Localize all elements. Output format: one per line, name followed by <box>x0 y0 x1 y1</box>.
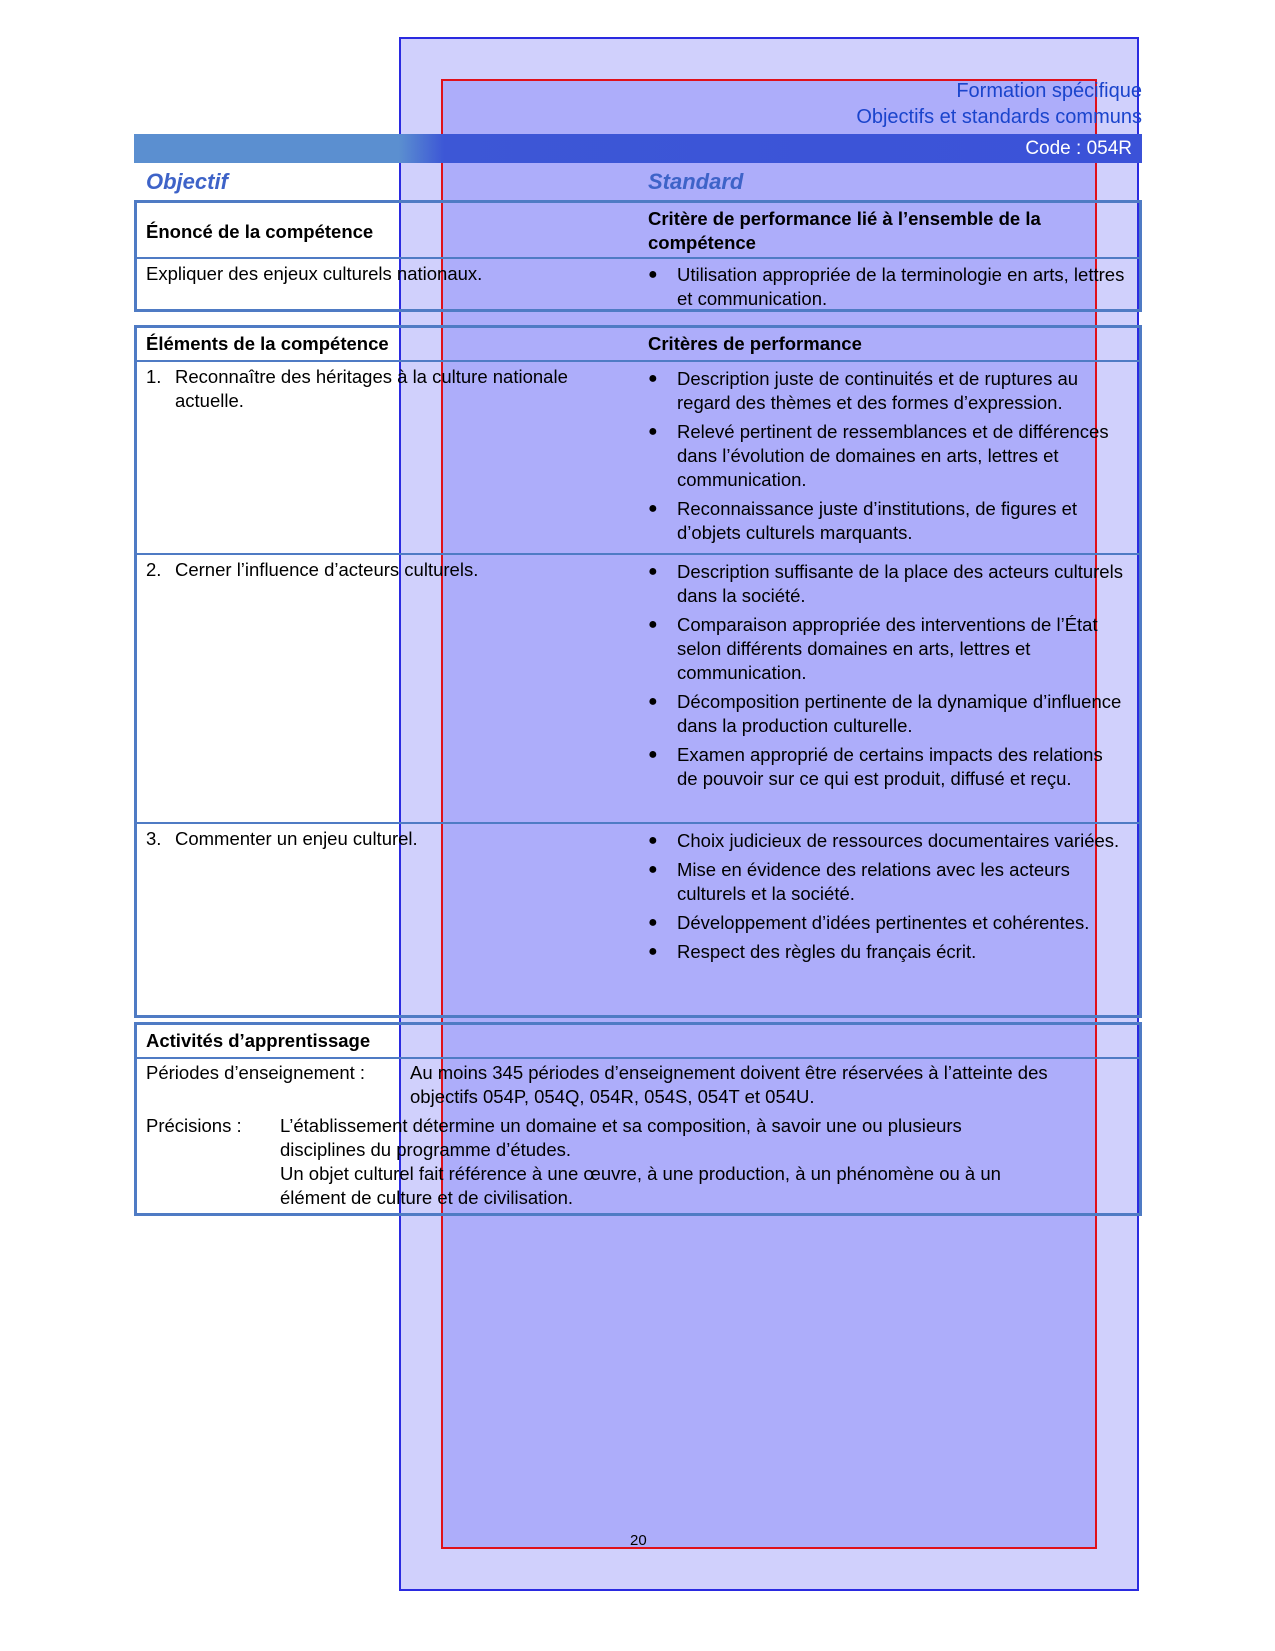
critere-global-heading: Critère de performance lié à l’ensemble de la compétence <box>648 208 1041 253</box>
element-number: 3. <box>146 828 162 849</box>
precisions-p1-line2: disciplines du programme d’études. <box>280 1139 572 1160</box>
bullet-icon: ● <box>648 832 658 849</box>
element-text: Commenter un enjeu culturel. <box>175 828 418 849</box>
objective-heading: Objectif <box>146 169 228 194</box>
list-item: ● Développement d’idées pertinentes et cohérentes. <box>648 912 1090 933</box>
list-item: ● Comparaison appropriée des interventions de l’État selon différents domaines en arts, lettres et communication. <box>648 614 1098 683</box>
elements-heading: Éléments de la compétence <box>146 333 389 354</box>
periods-text-line2: objectifs 054P, 054Q, 054R, 054S, 054T et 054U. <box>410 1086 815 1107</box>
criteria-list <box>648 367 1128 545</box>
bullet-icon: ● <box>648 500 658 517</box>
header-program-type: Formation spécifique <box>956 80 1142 102</box>
element-item <box>146 558 616 582</box>
list-item: ● Utilisation appropriée de la terminologie en arts, lettres et communication. <box>648 264 1125 309</box>
bullet-icon: ● <box>648 370 658 387</box>
periods-text-line1: Au moins 345 périodes d’enseignement doivent être réservées à l’atteinte des <box>410 1062 1048 1083</box>
list-item: ● Choix judicieux de ressources documentaires variées. <box>648 830 1120 851</box>
bullet-icon: ● <box>648 616 658 633</box>
list-item: ● Relevé pertinent de ressemblances et de différences dans l’évolution de domaines en arts, lettres et communication. <box>648 421 1109 490</box>
header-section-title: Objectifs et standards communs <box>856 106 1142 128</box>
element-text: Cerner l’influence d’acteurs culturels. <box>175 559 479 580</box>
standard-heading: Standard <box>648 169 744 194</box>
list-item: ● Description suffisante de la place des acteurs culturels dans la société. <box>648 561 1123 606</box>
list-item: ● Respect des règles du français écrit. <box>648 941 977 962</box>
element-item <box>146 365 616 413</box>
enonce-text: Expliquer des enjeux culturels nationaux. <box>146 263 483 284</box>
global-criteria-list <box>648 263 1128 311</box>
list-item: ● Description juste de continuités et de ruptures au regard des thèmes et des formes d’expression. <box>648 368 1079 413</box>
document-header <box>856 78 1142 130</box>
element-row <box>137 553 1139 822</box>
activities-heading: Activités d’apprentissage <box>146 1030 371 1051</box>
bullet-icon: ● <box>648 746 658 763</box>
periods-label: Périodes d’enseignement : <box>146 1062 366 1083</box>
criteria-list <box>648 829 1128 964</box>
elements-table <box>134 325 1142 1018</box>
list-item: ● Mise en évidence des relations avec les acteurs culturels et la société. <box>648 859 1070 904</box>
precisions-p2-line2: élément de culture et de civilisation. <box>280 1187 574 1208</box>
bullet-icon: ● <box>648 861 658 878</box>
list-item: ● Examen approprié de certains impacts des relations de pouvoir sur ce qui est produit, diffusé et reçu. <box>648 744 1103 789</box>
bullet-icon: ● <box>648 693 658 710</box>
competence-content-row <box>137 257 1139 309</box>
bullet-icon: ● <box>648 943 658 960</box>
list-item: ● Reconnaissance juste d’institutions, de figures et d’objets culturels marquants. <box>648 498 1078 543</box>
element-item <box>146 827 616 851</box>
list-item: ● Décomposition pertinente de la dynamique d’influence dans la production culturelle. <box>648 691 1122 736</box>
precisions-p2-line1: Un objet culturel fait référence à une œuvre, à une production, à un phénomène ou à un <box>280 1163 1001 1184</box>
activities-heading-row <box>137 1025 1139 1057</box>
code-bar <box>134 134 1142 163</box>
bullet-icon: ● <box>648 563 658 580</box>
element-row <box>137 822 1139 1015</box>
bullet-icon: ● <box>648 914 658 931</box>
criteria-heading: Critères de performance <box>648 333 862 354</box>
column-headings <box>134 167 1142 197</box>
bullet-icon: ● <box>648 266 658 283</box>
competence-statement-table <box>134 200 1142 312</box>
learning-activities-table <box>134 1022 1142 1216</box>
element-row <box>137 360 1139 553</box>
precisions-p1-line1: L’établissement détermine un domaine et sa composition, à savoir une ou plusieurs <box>280 1115 962 1136</box>
code-label: Code : 054R <box>1025 138 1132 159</box>
competence-heading-row <box>137 203 1139 257</box>
elements-heading-row <box>137 328 1139 360</box>
activities-content-row <box>137 1057 1139 1213</box>
criteria-list <box>648 560 1128 791</box>
element-number: 1. <box>146 366 162 387</box>
bullet-icon: ● <box>648 423 658 440</box>
enonce-heading: Énoncé de la compétence <box>146 221 374 242</box>
page-number: 20 <box>630 1532 647 1549</box>
element-text: Reconnaître des héritages à la culture nationale actuelle. <box>175 366 568 411</box>
element-number: 2. <box>146 559 162 580</box>
precisions-label: Précisions : <box>146 1115 242 1136</box>
